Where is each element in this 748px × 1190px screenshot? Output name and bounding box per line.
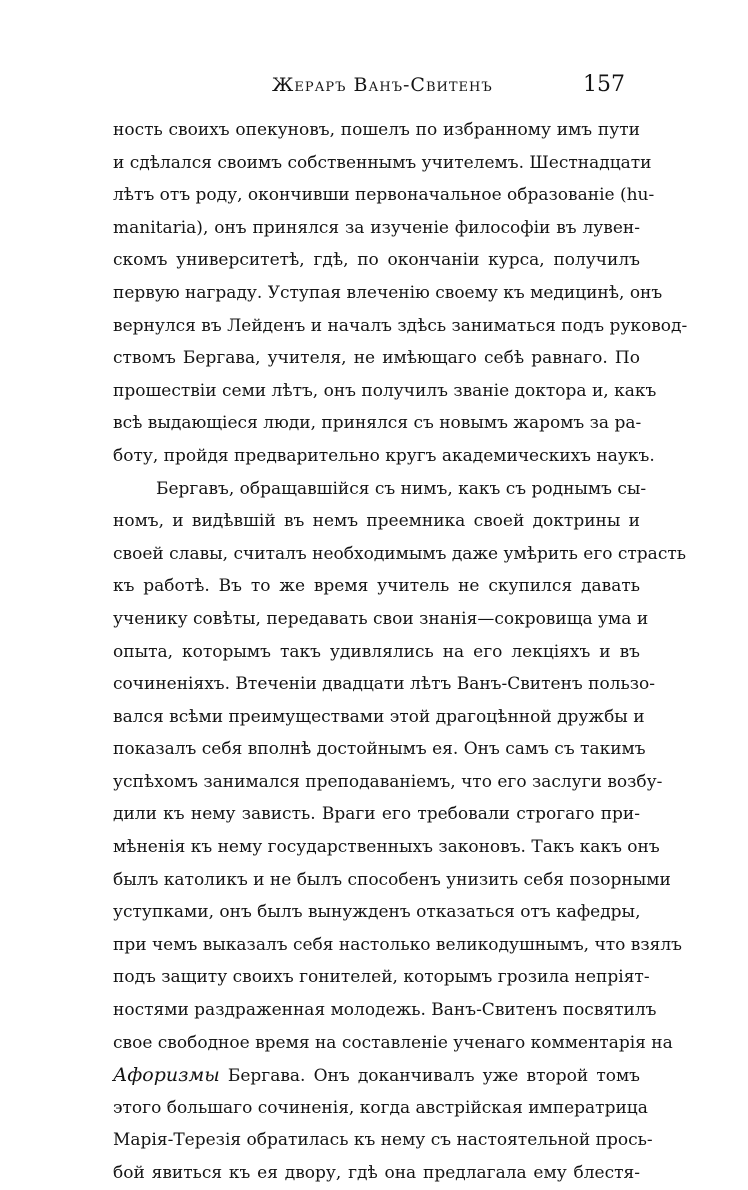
text-line: manitaria), онъ принялся за изученіе философіи въ лувен- bbox=[113, 217, 640, 238]
text-line: уступками, онъ былъ вынужденъ отказаться отъ кафедры, bbox=[113, 902, 641, 923]
text-line: ностями раздраженная молодежь. Ванъ-Свитенъ посвятилъ bbox=[113, 1000, 657, 1021]
text-line: при чемъ выказалъ себя настолько великодушнымъ, что взялъ bbox=[113, 934, 682, 955]
running-title: Жераръ Ванъ-Свитенъ bbox=[272, 74, 493, 96]
italic-book-title: Афоризмы bbox=[113, 1064, 220, 1087]
text-line: подъ защиту своихъ гонителей, которымъ грозила непріят- bbox=[113, 967, 650, 988]
text-line: къ работѣ. Въ то же время учитель не скупился давать bbox=[113, 576, 640, 597]
text-line: своей славы, считалъ необходимымъ даже умѣрить его страсть bbox=[113, 543, 687, 564]
text-line: лѣтъ отъ роду, окончивши первоначальное образованіе (hu- bbox=[113, 185, 655, 206]
text-line: опыта, которымъ такъ удивлялись на его лекціяхъ и въ bbox=[113, 641, 640, 662]
text-line: вался всѣми преимуществами этой драгоцѣнной дружбы и bbox=[113, 706, 645, 727]
text-line: сочиненіяхъ. Втеченіи двадцати лѣтъ Ванъ-Свитенъ пользо- bbox=[113, 674, 656, 695]
text-line: Бергавъ, обращавшійся съ нимъ, какъ съ роднымъ сы- bbox=[156, 478, 647, 499]
text-line: номъ, и видѣвшій въ немъ преемника своей доктрины и bbox=[113, 511, 640, 532]
text-line-rest: Бергава. Онъ доканчивалъ уже второй томъ bbox=[227, 1066, 640, 1087]
text-line: ученику совѣты, передавать свои знанія—сокровища ума и bbox=[113, 608, 649, 629]
text-line: и сдѣлался своимъ собственнымъ учителемъ. Шестнадцати bbox=[113, 152, 652, 173]
text-line: свое свободное время на составленіе ученаго комментарія на bbox=[113, 1032, 673, 1053]
body-text bbox=[113, 114, 688, 1190]
text-line: мѣненія къ нему государственныхъ законовъ. Такъ какъ онъ bbox=[113, 837, 660, 858]
text-line: первую награду. Уступая влеченію своему къ медицинѣ, онъ bbox=[113, 282, 663, 303]
text-line: успѣхомъ занимался преподаваніемъ, что его заслуги возбу- bbox=[113, 771, 663, 792]
text-line: скомъ университетѣ, гдѣ, по окончаніи курса, получилъ bbox=[113, 250, 640, 271]
text-line: вернулся въ Лейденъ и началъ здѣсь заниматься подъ руковод- bbox=[113, 315, 688, 336]
text-line: показалъ себя вполнѣ достойнымъ ея. Онъ самъ съ такимъ bbox=[113, 739, 646, 760]
text-line-with-italic bbox=[113, 1059, 640, 1092]
text-line: бой явиться къ ея двору, гдѣ она предлагала ему блестя- bbox=[113, 1163, 640, 1183]
page-number: 157 bbox=[583, 72, 625, 97]
text-line: всѣ выдающіеся люди, принялся съ новымъ жаромъ за ра- bbox=[113, 413, 642, 434]
text-line: ствомъ Бергава, учителя, не имѣющаго себѣ равнаго. По bbox=[113, 348, 640, 369]
text-line: Марія-Терезія обратилась къ нему съ настоятельной прось- bbox=[113, 1130, 653, 1151]
text-line: ность своихъ опекуновъ, пошелъ по избранному имъ пути bbox=[113, 120, 640, 140]
text-line: боту, пройдя предварительно кругъ академическихъ наукъ. bbox=[113, 445, 655, 466]
text-line: былъ католикъ и не былъ способенъ унизить себя позорными bbox=[113, 869, 671, 890]
running-head bbox=[0, 74, 748, 104]
text-line: дили къ нему зависть. Враги его требовали строгаго при- bbox=[113, 804, 640, 825]
text-line: прошествіи семи лѣтъ, онъ получилъ званіе доктора и, какъ bbox=[113, 380, 657, 401]
text-line: этого большаго сочиненія, когда австрійская императрица bbox=[113, 1097, 648, 1118]
